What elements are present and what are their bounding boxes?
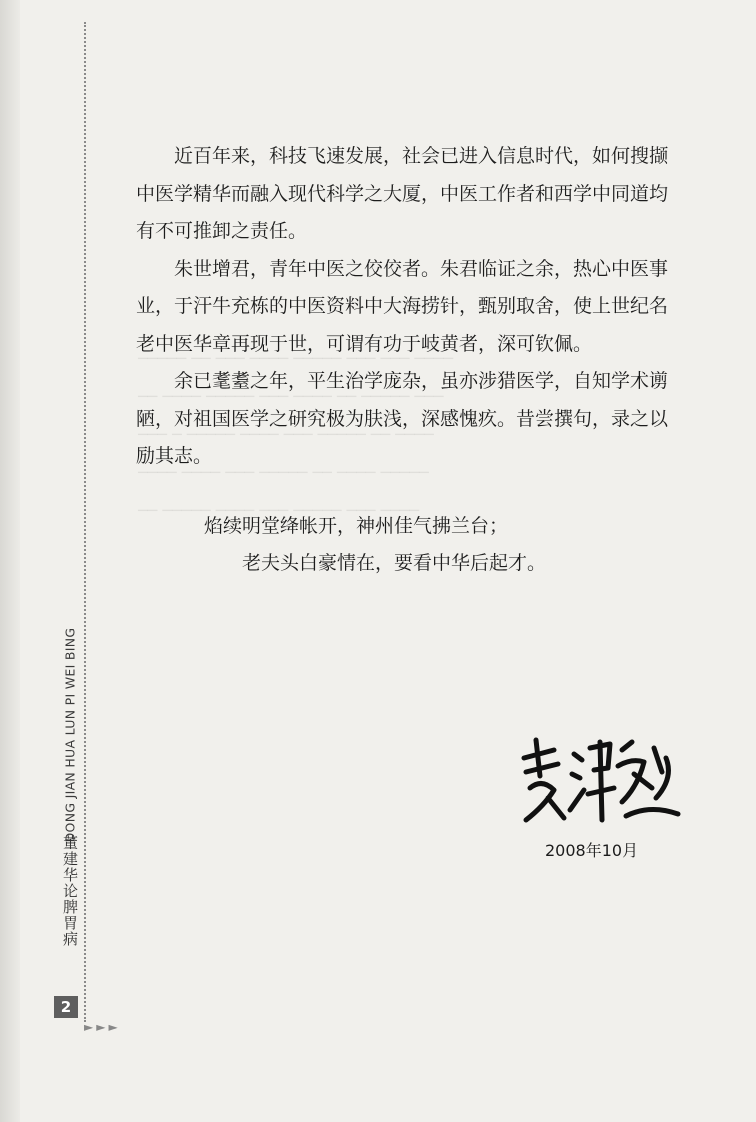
paragraph-2: 朱世增君，青年中医之佼佼者。朱君临证之余，热心中医事业，于汗牛充栋的中医资料中大海捞针，甄别取舍，使上世纪名老中医华章再现于世，可谓有功于岐黄者，深可钦佩。	[136, 257, 669, 355]
dotted-margin-rule	[84, 22, 86, 1022]
paragraph-1: 近百年来，科技飞速发展，社会已进入信息时代，如何搜撷中医学精华而融入现代科学之大厦，中医工作者和西学中同道均有不可推卸之责任。	[136, 145, 669, 242]
running-title-chinese: 董建华论脾胃病	[61, 835, 79, 947]
handwritten-signature	[514, 728, 684, 832]
arrow-icon: ►►►	[84, 1020, 121, 1034]
poem	[136, 508, 696, 582]
spine-band	[0, 0, 20, 1122]
page-number: 2	[54, 996, 78, 1018]
date: 2008年10月	[545, 841, 639, 860]
paragraph-3: 余已耄耋之年，平生治学庞杂，虽亦涉猎医学，自知学术谫陋，对祖国医学之研究极为肤浅，深感愧疚。昔尝撰句，录之以励其志。	[136, 370, 669, 467]
show-through-text: ───── ── ─── ──── ───── ─── ─── ──── ── ──── ───── ─── ──── ── ───── ─── ─── ─ ───── ──── ─── ───── ── ──── ──── ──── ─── ───── ── ──── ───── ── ───── ──── ─── ───── ─── ────	[138, 349, 453, 520]
poem-line-2: 老夫头白豪情在，要看中华后起才。	[242, 552, 547, 574]
running-title-pinyin: DONG JIAN HUA LUN PI WEI BING	[62, 627, 78, 843]
poem-line-1: 焰续明堂绛帐开，神州佳气拂兰台；	[204, 515, 509, 537]
preface-body	[136, 138, 676, 476]
